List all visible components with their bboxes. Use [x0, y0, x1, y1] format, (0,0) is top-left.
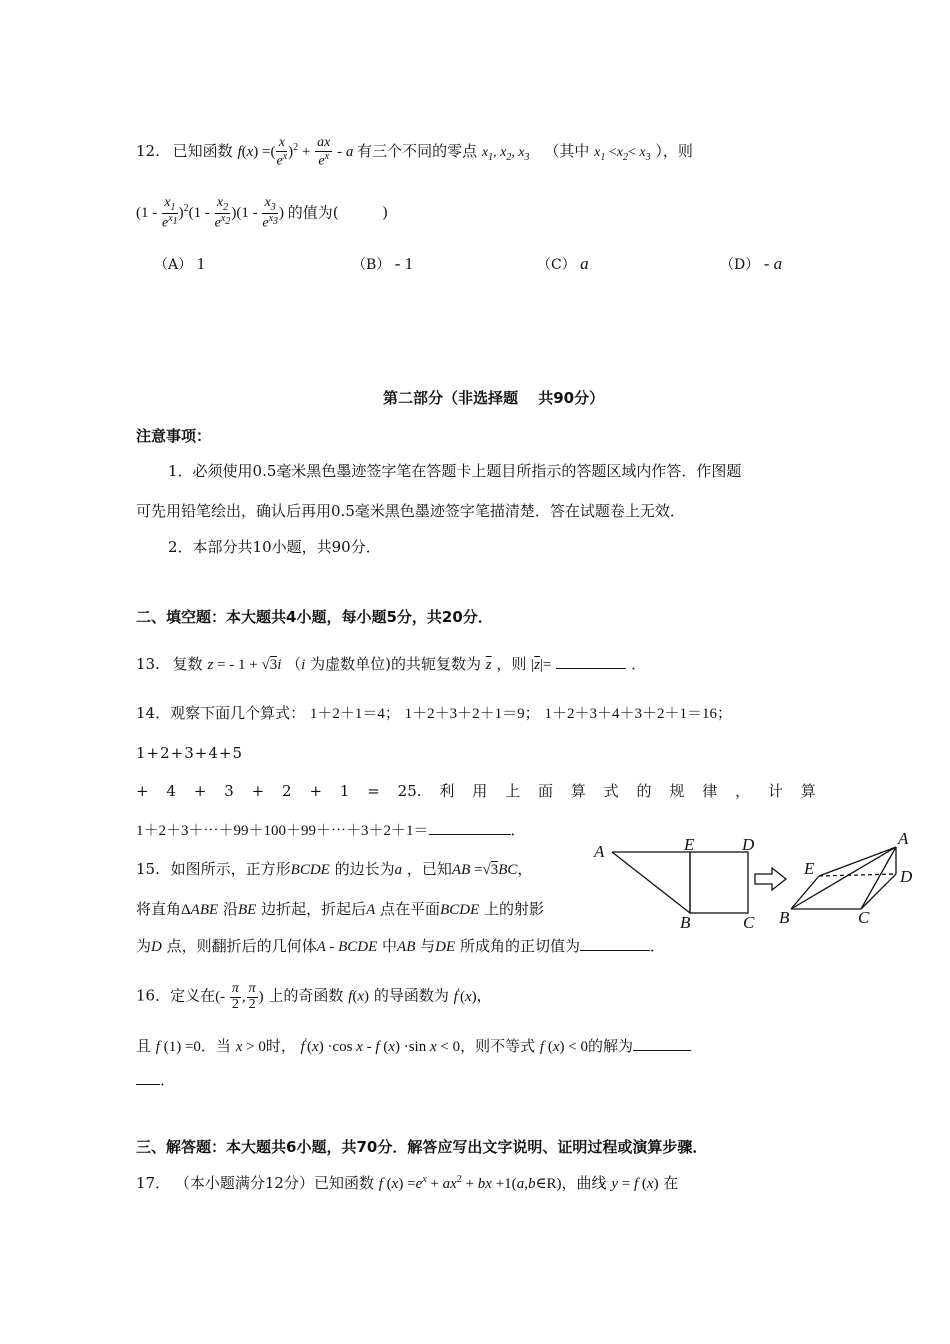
fig-label-b-left: B [680, 913, 691, 930]
q12-option-c: （C） a [537, 254, 589, 273]
q13-number: 13. [136, 655, 160, 673]
q15-line3: 为D 点，则翻折后的几何体A - BCDE 中AB 与DE 所成角的正切值为 ． [136, 937, 665, 955]
q13-answer-blank[interactable] [556, 654, 626, 669]
q12-text-b: 有三个不同的零点 [357, 141, 478, 160]
section2-title: 第二部分（非选择题 共90分） [383, 389, 605, 407]
q12-option-a: （A） 1 [154, 254, 206, 273]
q14-line3: + 4 + 3 + 2 + 1 = 25. 利 用 上 面 算 式 的 规 律 ， 计 算 [136, 782, 816, 800]
notice-1b: 可先用铅笔绘出，确认后再用0.5毫米黑色墨迹签字笔描清楚．答在试题卷上无效． [136, 502, 685, 520]
q15-answer-blank[interactable] [580, 936, 650, 951]
fig-label-a-left: A [594, 842, 605, 861]
q12-text-a: 已知函数 [172, 141, 233, 160]
fig-left-hypotenuse [612, 852, 690, 913]
fig-label-e-right: E [804, 859, 815, 878]
q12-text-close: ) [382, 203, 389, 222]
fig-label-a-right: A [898, 830, 909, 848]
fig-left-square [690, 852, 748, 913]
fig-label-d-right: D [900, 867, 913, 886]
q13-line: 13. 复数 z = - 1 + √3i （i 为虚数单位)的共轭复数为 $\overline{z}$ ，则 $|\overline{z}|=$ ． [136, 655, 647, 673]
notice-2: 2．本部分共10小题，共90分． [168, 538, 381, 556]
part3-heading: 三、解答题：本大题共6小题，共70分．解答应写出文字说明、证明过程或演算步骤． [136, 1138, 708, 1156]
q16-answer-blank-2[interactable] [136, 1070, 160, 1085]
fig-label-c-right: C [858, 908, 870, 927]
q12-ordering: $x_1 <x_2< x_3$ [594, 144, 651, 163]
q12-option-d: （D） - a [720, 254, 783, 273]
notice-heading: 注意事项： [136, 427, 212, 445]
q14-line4: 1＋2＋3＋⋯＋99＋100＋99＋⋯＋3＋2＋1＝ ． [136, 821, 526, 839]
q16-line2: 且 f (1) =0．当 x > 0时， f′(x) ·cos x - f (x) ·sin x < 0，则不等式 f (x) < 0的解为 [136, 1036, 691, 1056]
q12-text-c: （其中 [544, 141, 590, 160]
q13-complex-number: z = - 1 + √3i [207, 657, 282, 673]
fig-label-c-left: C [743, 913, 755, 930]
fig-label-e-left: E [684, 835, 695, 854]
fig-arrow [755, 868, 786, 890]
q17-line1: 17． （本小题满分12分）已知函数 f $(x) =e^x + ax^2$ + bx +1(a,b∈R)，曲线 y = f (x) 在 [136, 1174, 679, 1192]
q12-number: 12. [136, 141, 160, 160]
q15-line2: 将直角ΔABE 沿BE 边折起，折起后A 点在平面BCDE 上的射影 [136, 900, 545, 918]
q13-modulus: $|\overline{z}|=$ [531, 657, 552, 673]
part2-heading: 二、填空题：本大题共4小题，每小题5分，共20分． [136, 608, 493, 626]
q14-answer-blank[interactable] [429, 820, 511, 835]
notice-1a: 1．必须使用0.5毫米黑色墨迹签字笔在答题卡上题目所指示的答题区域内作答．作图题 [168, 462, 742, 480]
q12-function-expression: f(x) =( $\frac{x}{e^x}$ )$^2$ + $\frac{ax}{e^x}$ - a [237, 135, 358, 169]
q12-text-value: 的值为( [287, 203, 339, 222]
fig-label-b-right: B [779, 908, 790, 927]
q12-zeros: $x_1$, $x_2$, $x_3$ [481, 144, 530, 163]
q16-answer-blank-1[interactable] [633, 1036, 691, 1051]
q12-line2 [136, 196, 388, 232]
q16-line1: 16．定义在(- $\frac{\pi}{2}$ , $\frac{\pi}{2}$ ) 上的奇函数 f(x) 的导函数为 f′(x)， [136, 981, 492, 1012]
q12-text-d: ），则 [655, 141, 693, 160]
q14-line1: 14．观察下面几个算式： 1＋2＋1＝4； 1＋2＋3＋2＋1＝9； 1＋2＋3＋4＋3＋2＋1＝16； [136, 704, 732, 722]
q15-line1: 15. 如图所示，正方形BCDE 的边长为a ，已知AB =√3BC， [136, 860, 533, 878]
q12-line1 [136, 136, 693, 169]
q15-figure [592, 830, 922, 930]
q12-option-b: （B） - 1 [352, 254, 414, 273]
q14-line2: 1+2+3+4+5 [136, 744, 243, 762]
q12-product-expression: (1 - $\frac{x_1}{e^{x_1}}$ )$^2$(1 - $\frac{x_2}{e^{x_2}}$ )(1 - $\frac{x_3}{e^{x_3}}$ ) [136, 195, 285, 231]
q13-conjugate: $\overline{z}$ [485, 657, 492, 673]
q16-line3: ． [136, 1070, 175, 1089]
fig-label-d-left: D [742, 835, 755, 854]
